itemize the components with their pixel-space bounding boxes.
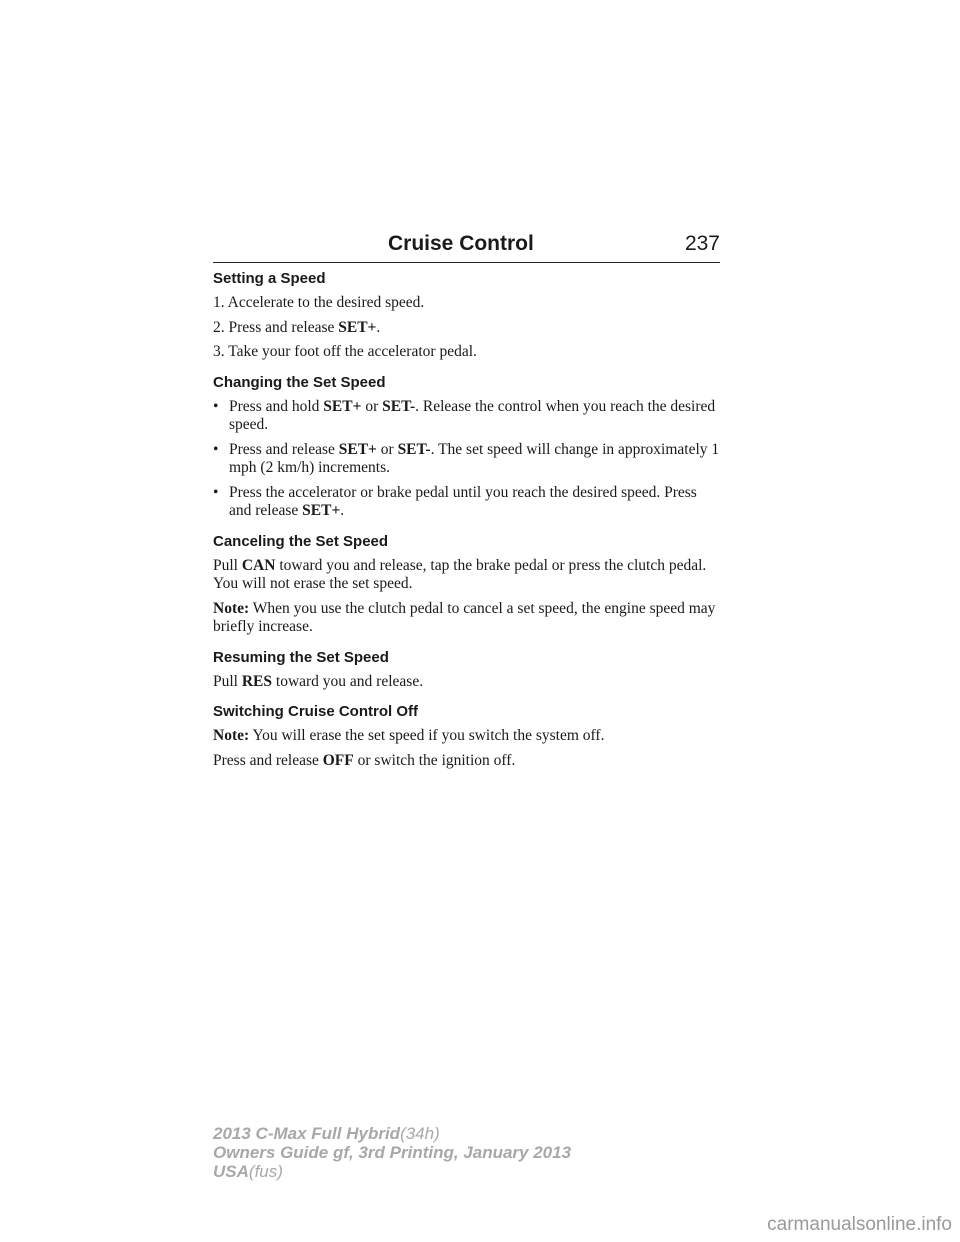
note: [213, 600, 723, 637]
paragraph-text: Press and release: [213, 751, 323, 769]
paragraph: [213, 673, 723, 692]
key-set-minus: SET-: [382, 397, 416, 415]
note: [213, 727, 723, 746]
bullet-text: or: [361, 397, 383, 415]
step-3: 3. Take your foot off the accelerator pedal.: [213, 343, 477, 360]
footer-model-code: (34h): [400, 1124, 440, 1143]
heading-switching-cruise-off: Switching Cruise Control Off: [213, 703, 418, 720]
bullet-text: .: [340, 502, 345, 519]
bullet-icon: •: [213, 397, 219, 415]
list-item: [213, 398, 723, 435]
key-set-plus: SET+: [338, 440, 377, 458]
paragraph: [213, 752, 723, 771]
page-number: 237: [684, 232, 720, 255]
key-set-plus: SET+: [338, 318, 377, 336]
paragraph-text: toward you and release.: [272, 672, 424, 690]
paragraph-text: or switch the ignition off.: [353, 751, 516, 769]
bullet-text: Press and release: [229, 440, 339, 458]
watermark: carmanualsonline.info: [767, 1214, 952, 1235]
footer-market: USA: [213, 1162, 249, 1181]
bullet-text: or: [376, 440, 398, 458]
footer-model: 2013 C-Max Full Hybrid: [213, 1124, 401, 1143]
key-set-minus: SET-: [397, 440, 431, 458]
heading-canceling-set-speed: Canceling the Set Speed: [213, 532, 389, 550]
key-set-plus: SET+: [323, 397, 362, 415]
step-1: 1. Accelerate to the desired speed.: [213, 294, 425, 311]
paragraph-text: Pull: [213, 672, 242, 690]
heading-changing-set-speed: Changing the Set Speed: [213, 373, 386, 391]
note-text: When you use the clutch pedal to cancel a set speed, the engine speed may briefly increase.: [213, 599, 716, 635]
note-label: Note:: [213, 599, 250, 617]
bullet-text: . Release the control when you reach the desired speed.: [229, 397, 716, 433]
list-item: [213, 484, 723, 521]
note-text: You will erase the set speed if you switch the system off.: [249, 727, 605, 744]
footer-market-code: (fus): [248, 1162, 283, 1181]
footer-line-2: Owners Guide gf, 3rd Printing, January 2013: [213, 1143, 572, 1162]
section-title: Cruise Control: [388, 232, 534, 255]
heading-resuming-set-speed: Resuming the Set Speed: [213, 648, 389, 666]
key-can: CAN: [241, 556, 276, 574]
key-set-plus: SET+: [302, 502, 341, 519]
footer-line-3: [213, 1162, 571, 1181]
paragraph: [213, 557, 723, 594]
step-2-end: .: [376, 318, 381, 336]
bullet-text: Press the accelerator or brake pedal until you reach the desired speed. Press and release: [229, 483, 697, 519]
step-2-text: 2. Press and release: [213, 318, 339, 336]
bullet-text: Press and hold: [229, 397, 324, 415]
note-label: Note:: [213, 727, 250, 744]
paragraph-text: toward you and release, tap the brake pedal or press the clutch pedal. You will not erase the set speed.: [213, 556, 707, 592]
bullet-icon: •: [213, 483, 219, 501]
footer-line-1: [213, 1124, 571, 1143]
key-res: RES: [241, 672, 273, 690]
bullet-icon: •: [213, 440, 219, 458]
heading-setting-a-speed: Setting a Speed: [213, 270, 326, 287]
page-content: [213, 270, 723, 776]
step-2: [213, 319, 723, 338]
paragraph-text: Pull: [213, 556, 242, 574]
page-footer: [213, 1124, 571, 1181]
key-off: OFF: [322, 751, 354, 769]
list-item: [213, 441, 723, 478]
bullet-text: . The set speed will change in approximately 1 mph (2 km/h) increments.: [229, 440, 720, 476]
page-header: [213, 228, 720, 263]
